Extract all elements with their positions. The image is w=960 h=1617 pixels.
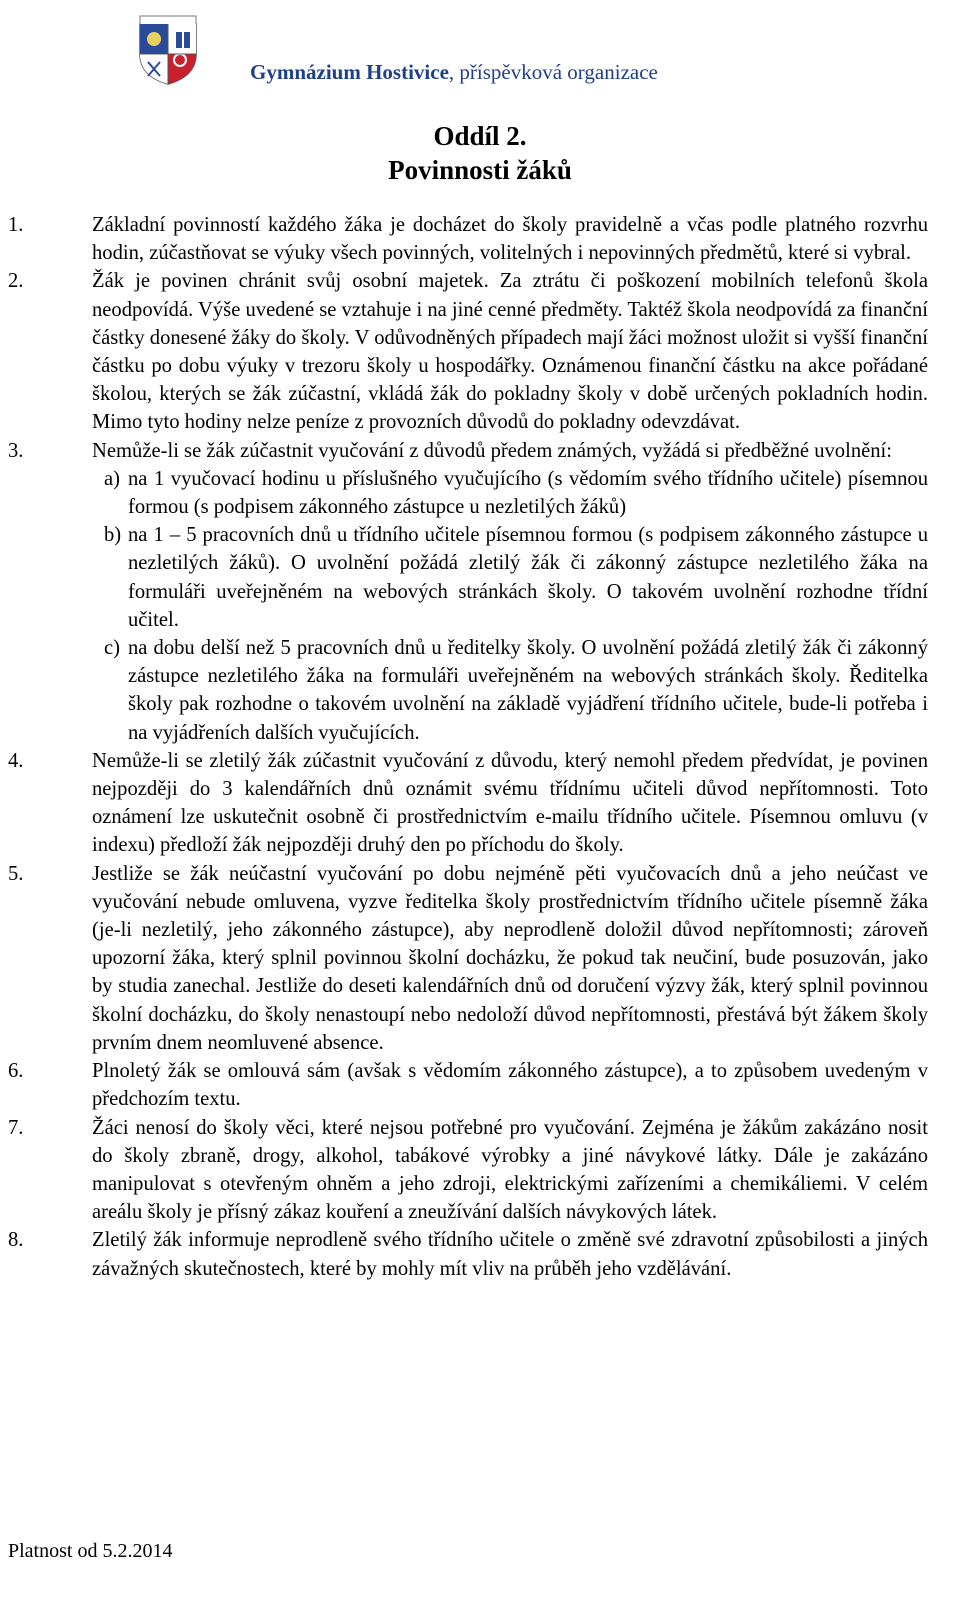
list-item: [8, 211, 928, 267]
list-item: [8, 1057, 928, 1113]
list-item: [8, 747, 928, 860]
section-title: Povinnosti žáků: [388, 155, 572, 185]
item-number: 6.: [8, 1060, 24, 1083]
item-number: 3.: [8, 439, 24, 462]
item-number: 2.: [8, 270, 24, 293]
item-text: Zletilý žák informuje neprodleně svého třídního učitele o změně své zdravotní způsobilosti a jiných závažných skutečnostech, které by mohly mít vliv na průběh jeho vzdělávání.: [92, 1229, 928, 1280]
sub-item-letter: c): [104, 637, 120, 660]
item-number: 5.: [8, 862, 24, 885]
sub-item: [8, 521, 928, 634]
school-crest-logo: [136, 14, 200, 86]
list-item: [8, 437, 928, 747]
item-text: Nemůže-li se žák zúčastnit vyučování z důvodů předem známých, vyžádá si předběžné uvolnění:: [92, 439, 892, 462]
item-number: 7.: [8, 1116, 24, 1139]
sub-item-text: na 1 vyučovací hodinu u příslušného vyučujícího (s vědomím svého třídního učitele) písemnou formou (s podpisem zákonného zástupce u nezletilých žáků): [128, 467, 928, 519]
list-item: [8, 1114, 928, 1227]
list-item: [8, 267, 928, 436]
sub-item-letter: a): [104, 467, 120, 490]
item-text: Základní povinností každého žáka je docházet do školy pravidelně a včas podle platného rozvrhu hodin, zúčastňovat se výuky všech povinných, volitelných i nepovinných předmětů, které si vybral.: [92, 214, 928, 265]
item-text: Žáci nenosí do školy věci, které nejsou potřebné pro vyučování. Zejména je žákům zakázáno nosit do školy zbraně, drogy, alkohol, tabákové výrobky a jiné návykové látky. Dále je zakázáno manipulovat s otevřeným ohněm a jeho zdroji, elektrickými zařízeními a chemikáliemi. V celém areálu školy je přísný zákaz kouření a zneužívání dalších návykových látek.: [92, 1116, 928, 1224]
item-number: 8.: [8, 1229, 24, 1252]
sub-item-letter: b): [104, 524, 122, 547]
sub-item-text: na 1 – 5 pracovních dnů u třídního učitele písemnou formou (s podpisem zákonného zástupce u nezletilých žáků). O uvolnění požádá zletilý žák či zákonný zástupce nezletilého žáka na formuláři uveřejněném na webových stránkách školy. O takovém uvolnění rozhodne třídní učitel.: [128, 524, 928, 631]
obligations-list: [8, 211, 928, 1283]
item-text: Jestliže se žák neúčastní vyučování po dobu nejméně pěti vyučovacích dnů a jeho neúčast ve vyučování nebude omluvena, vyzve ředitelka školy prostřednictvím třídního učitele písemně žáka (je-li nezletilý, jeho zákonného zástupce), aby neprodleně doložil důvod nepřítomnosti; zároveň upozorní žáka, který splnil povinnou školní docházku, že pokud tak neučiní, bude posuzován, jako by studia zanechal. Jestliže do deseti kalendářních dnů od doručení výzvy žák, který splnil povinnou školní docházku, do školy nenastoupí nebo nedoloží důvod nepřítomnosti, přestává být žákem školy prvním dnem neomluvené absence.: [92, 862, 928, 1054]
sub-item-text: na dobu delší než 5 pracovních dnů u ředitelky školy. O uvolnění požádá zletilý žák či zákonný zástupce nezletilého žáka na formuláři uveřejněném na webových stránkách školy. Ředitelka školy pak rozhodne o takovém uvolnění na základě vyjádření třídního učitele, bude-li potřeba i na vyjádřeních dalších vyučujících.: [128, 637, 928, 744]
validity-footer: Platnost od 5.2.2014: [8, 1540, 173, 1562]
item-text: Nemůže-li se zletilý žák zúčastnit vyučování z důvodu, který nemohl předem předvídat, je povinen nejpozději do 3 kalendářních dnů oznámit svému třídnímu učiteli důvod nepřítomnosti. Toto oznámení lze uskutečnit osobně či prostřednictvím e-mailu třídního učitele. Písemnou omluvu (v indexu) předloží žák nejpozději druhý den po příchodu do školy.: [92, 749, 928, 857]
sub-item: [8, 465, 928, 521]
section-number: Oddíl 2.: [433, 121, 527, 151]
organization-name: [250, 60, 658, 85]
list-item: [8, 1226, 928, 1282]
organization-name-bold: Gymnázium Hostivice: [250, 60, 449, 84]
item-number: 1.: [8, 214, 24, 236]
item-number: 4.: [8, 749, 24, 772]
item-text: Žák je povinen chránit svůj osobní majetek. Za ztrátu či poškození mobilních telefonů škola neodpovídá. Výše uvedené se vztahuje i na jiné cenné předměty. Taktéž škola neodpovídá za finanční částky donesené žáky do školy. V odůvodněných případech mají žáci možnost uložit si vyšší finanční částku po dobu výuky v trezoru školy u hospodářky. Oznámenou finanční částku na akce pořádané školou, kterých se žák zúčastní, vkládá žák do pokladny školy v době určených pokladních hodin. Mimo tyto hodiny nelze peníze z provozních důvodů do pokladny odevzdávat.: [92, 270, 928, 434]
item-text: Plnoletý žák se omlouvá sám (avšak s vědomím zákonného zástupce), a to způsobem uvedeným v předchozím textu.: [92, 1060, 928, 1111]
list-item: [8, 860, 928, 1057]
organization-name-rest: , příspěvková organizace: [448, 60, 658, 84]
sub-item: [8, 634, 928, 747]
